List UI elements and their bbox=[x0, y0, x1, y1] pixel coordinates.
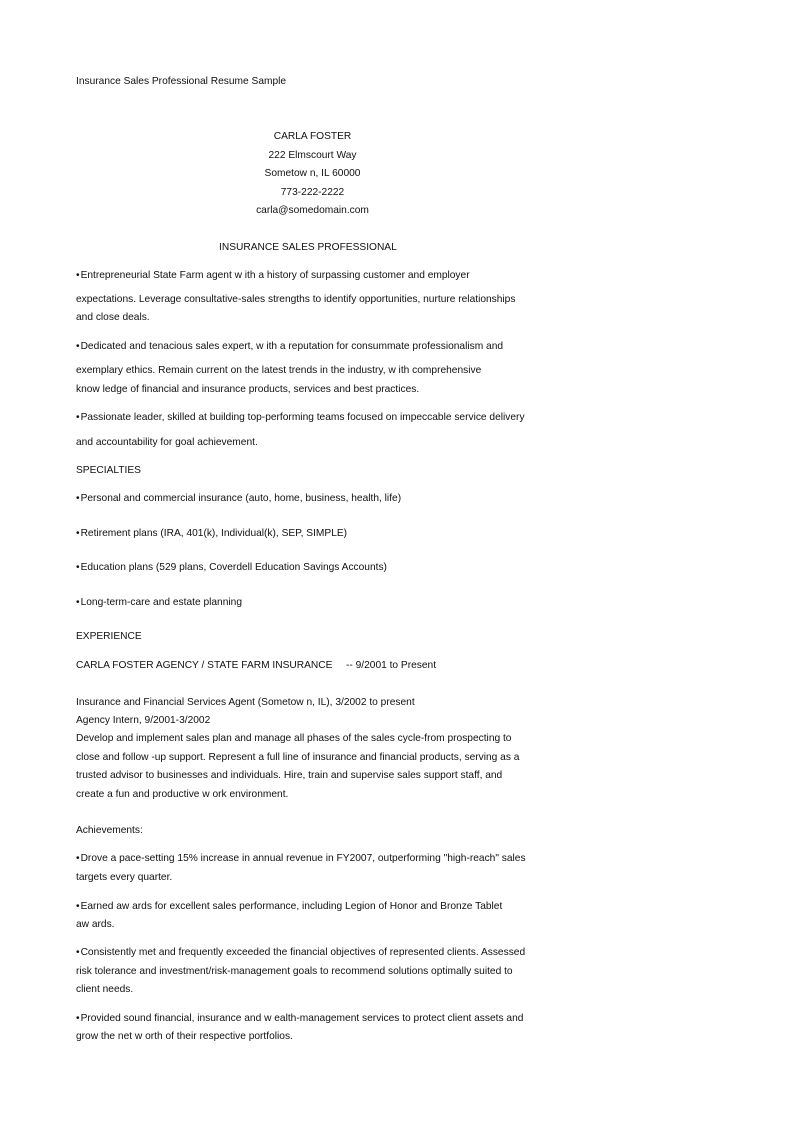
role-title: Agency Intern, 9/2001-3/2002 bbox=[76, 715, 211, 726]
employer-dates: -- 9/2001 to Present bbox=[346, 660, 437, 671]
summary-line: know ledge of financial and insurance products, services and best practices. bbox=[76, 384, 420, 395]
summary-line: and close deals. bbox=[76, 312, 150, 323]
experience-heading: EXPERIENCE bbox=[76, 631, 142, 642]
summary-line: exemplary ethics. Remain current on the latest trends in the industry, w ith comprehensive bbox=[76, 365, 482, 376]
contact-name: CARLA FOSTER bbox=[273, 131, 352, 142]
achievement-line: aw ards. bbox=[76, 919, 115, 930]
achievements-heading: Achievements: bbox=[76, 825, 143, 836]
contact-street: 222 Elmscourt Way bbox=[268, 150, 357, 161]
specialty-item: • Personal and commercial insurance (auto, home, business, health, life) bbox=[76, 492, 401, 505]
achievement-line: • Earned aw ards for excellent sales performance, including Legion of Honor and Bronze Tablet bbox=[76, 900, 502, 913]
achievement-line: targets every quarter. bbox=[76, 872, 173, 883]
achievement-line: client needs. bbox=[76, 984, 134, 995]
specialty-item: • Education plans (529 plans, Coverdell Education Savings Accounts) bbox=[76, 561, 387, 574]
summary-line: • Entrepreneurial State Farm agent w ith a history of surpassing customer and employer bbox=[76, 269, 470, 282]
document-title: Insurance Sales Professional Resume Sample bbox=[76, 76, 287, 87]
description-line: trusted advisor to businesses and individuals. Hire, train and supervise sales support staff, and bbox=[76, 770, 503, 781]
summary-line: • Dedicated and tenacious sales expert, w ith a reputation for consummate professionalism and bbox=[76, 340, 503, 353]
contact-phone: 773-222-2222 bbox=[280, 187, 345, 198]
achievement-line: • Drove a pace-setting 15% increase in annual revenue in FY2007, outperforming "high-reach" sales bbox=[76, 852, 526, 865]
employer-name: CARLA FOSTER AGENCY / STATE FARM INSURANCE bbox=[76, 660, 333, 671]
achievement-line: grow the net w orth of their respective portfolios. bbox=[76, 1031, 293, 1042]
description-line: close and follow -up support. Represent a full line of insurance and financial products, serving as a bbox=[76, 752, 520, 763]
resume-headline: INSURANCE SALES PROFESSIONAL bbox=[219, 242, 397, 253]
specialty-item: • Retirement plans (IRA, 401(k), Individual(k), SEP, SIMPLE) bbox=[76, 527, 347, 540]
contact-email[interactable]: carla@somedomain.com bbox=[256, 205, 369, 216]
specialty-item: • Long-term-care and estate planning bbox=[76, 596, 242, 609]
description-line: create a fun and productive w ork environment. bbox=[76, 789, 289, 800]
achievement-line: • Consistently met and frequently exceeded the financial objectives of represented clients. Assessed bbox=[76, 946, 525, 959]
summary-line: • Passionate leader, skilled at building top-performing teams focused on impeccable service delivery bbox=[76, 411, 525, 424]
description-line: Develop and implement sales plan and manage all phases of the sales cycle-from prospecting to bbox=[76, 733, 512, 744]
role-title: Insurance and Financial Services Agent (Sometow n, IL), 3/2002 to present bbox=[76, 697, 415, 708]
summary-line: expectations. Leverage consultative-sales strengths to identify opportunities, nurture relationships bbox=[76, 294, 516, 305]
achievement-line: • Provided sound financial, insurance and w ealth-management services to protect client assets and bbox=[76, 1012, 523, 1025]
summary-line: and accountability for goal achievement. bbox=[76, 437, 258, 448]
specialties-heading: SPECIALTIES bbox=[76, 465, 141, 476]
achievement-line: risk tolerance and investment/risk-management goals to recommend solutions optimally suited to bbox=[76, 966, 513, 977]
contact-city: Sometow n, IL 60000 bbox=[264, 168, 361, 179]
